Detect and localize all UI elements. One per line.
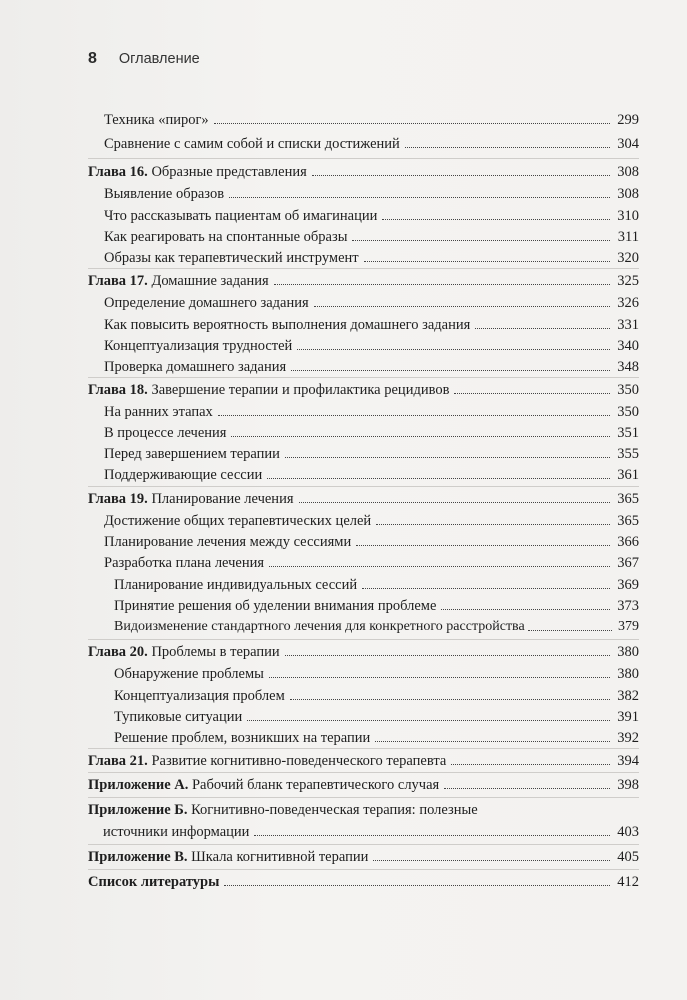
- toc-page-number: 365: [617, 491, 639, 507]
- toc-chapter-21[interactable]: Глава 21. Развитие когнитивно-поведенческого терапевта 394: [88, 753, 639, 769]
- toc-page-number: 351: [617, 425, 639, 441]
- toc-entry[interactable]: Принятие решения об уделении внимания проблеме 373: [114, 598, 639, 614]
- toc-references[interactable]: Список литературы 412: [88, 874, 639, 890]
- toc-page-number: 304: [617, 136, 639, 152]
- page-number: 8: [88, 50, 97, 67]
- toc-page-number: 361: [617, 467, 639, 483]
- toc-page-number: 382: [617, 688, 639, 704]
- toc-page-number: 310: [617, 208, 639, 224]
- toc-page-number: 308: [617, 186, 639, 202]
- toc-appendix-b[interactable]: Приложение Б. Когнитивно-поведенческая терапия: полезные: [88, 802, 478, 818]
- toc-entry[interactable]: Поддерживающие сессии 361: [104, 467, 639, 483]
- toc-page-number: 325: [617, 273, 639, 289]
- toc-entry[interactable]: Разработка плана лечения 367: [104, 555, 639, 571]
- toc-page-number: 380: [617, 644, 639, 660]
- toc-entry[interactable]: Проверка домашнего задания 348: [104, 359, 639, 375]
- toc-page-number: 311: [617, 229, 639, 245]
- toc-entry[interactable]: Планирование лечения между сессиями 366: [104, 534, 639, 550]
- toc-page-number: 380: [617, 666, 639, 682]
- toc-entry[interactable]: Концептуализация трудностей 340: [104, 338, 639, 354]
- toc-page-number: 391: [617, 709, 639, 725]
- toc-page-number: 392: [617, 730, 639, 746]
- running-title: Оглавление: [118, 51, 200, 67]
- toc-entry[interactable]: Определение домашнего задания 326: [104, 295, 639, 311]
- toc-entry[interactable]: В процессе лечения 351: [104, 425, 639, 441]
- toc-entry[interactable]: Сравнение с самим собой и списки достижений 304: [104, 136, 639, 152]
- toc-entry[interactable]: Как реагировать на спонтанные образы 311: [104, 229, 639, 245]
- toc-page-number: 331: [617, 317, 639, 333]
- toc-chapter-16[interactable]: Глава 16. Образные представления 308: [88, 164, 639, 180]
- toc-entry[interactable]: Как повысить вероятность выполнения домашнего задания 331: [104, 317, 639, 333]
- toc-page-number: 350: [617, 382, 639, 398]
- toc-entry[interactable]: Достижение общих терапевтических целей 365: [104, 513, 639, 529]
- toc-page-number: 379: [618, 619, 639, 634]
- toc-entry[interactable]: Техника «пирог» 299: [104, 112, 639, 128]
- toc-entry[interactable]: Планирование индивидуальных сессий 369: [114, 577, 639, 593]
- toc-page-number: 320: [617, 250, 639, 266]
- toc-entry[interactable]: Решение проблем, возникших на терапии 392: [114, 730, 639, 746]
- toc-appendix-a[interactable]: Приложение А. Рабочий бланк терапевтического случая 398: [88, 777, 639, 793]
- toc-page-number: 405: [617, 849, 639, 865]
- toc-page-number: 403: [617, 824, 639, 840]
- toc-entry[interactable]: Концептуализация проблем 382: [114, 688, 639, 704]
- toc-entry[interactable]: Обнаружение проблемы 380: [114, 666, 639, 682]
- toc-page-number: 398: [617, 777, 639, 793]
- toc-page-number: 348: [617, 359, 639, 375]
- toc-page-number: 326: [617, 295, 639, 311]
- toc-chapter-20[interactable]: Глава 20. Проблемы в терапии 380: [88, 644, 639, 660]
- toc-page-number: 299: [617, 112, 639, 128]
- toc-page-number: 369: [617, 577, 639, 593]
- toc-page-number: 308: [617, 164, 639, 180]
- toc-entry[interactable]: Перед завершением терапии 355: [104, 446, 639, 462]
- toc-entry[interactable]: Выявление образов 308: [104, 186, 639, 202]
- toc-chapter-19[interactable]: Глава 19. Планирование лечения 365: [88, 491, 639, 507]
- toc-chapter-17[interactable]: Глава 17. Домашние задания 325: [88, 273, 639, 289]
- toc-entry[interactable]: Тупиковые ситуации 391: [114, 709, 639, 725]
- toc-page-number: 350: [617, 404, 639, 420]
- toc-page-number: 366: [617, 534, 639, 550]
- toc-page-number: 367: [617, 555, 639, 571]
- toc-chapter-18[interactable]: Глава 18. Завершение терапии и профилактика рецидивов 350: [88, 382, 639, 398]
- toc-appendix-b-line2[interactable]: источники информации 403: [103, 824, 639, 840]
- toc-appendix-v[interactable]: Приложение В. Шкала когнитивной терапии 405: [88, 849, 639, 865]
- toc-page-number: 412: [617, 874, 639, 890]
- toc-page-number: 394: [617, 753, 639, 769]
- toc-entry[interactable]: Образы как терапевтический инструмент 320: [104, 250, 639, 266]
- toc-entry[interactable]: На ранних этапах 350: [104, 404, 639, 420]
- toc-page-number: 365: [617, 513, 639, 529]
- toc-page-number: 355: [617, 446, 639, 462]
- toc-entry[interactable]: Что рассказывать пациентам об имагинации 310: [104, 208, 639, 224]
- toc-page-number: 340: [617, 338, 639, 354]
- toc-page-number: 373: [617, 598, 639, 614]
- toc-entry[interactable]: Видоизменение стандартного лечения для конкретного расстройства 379: [114, 619, 639, 634]
